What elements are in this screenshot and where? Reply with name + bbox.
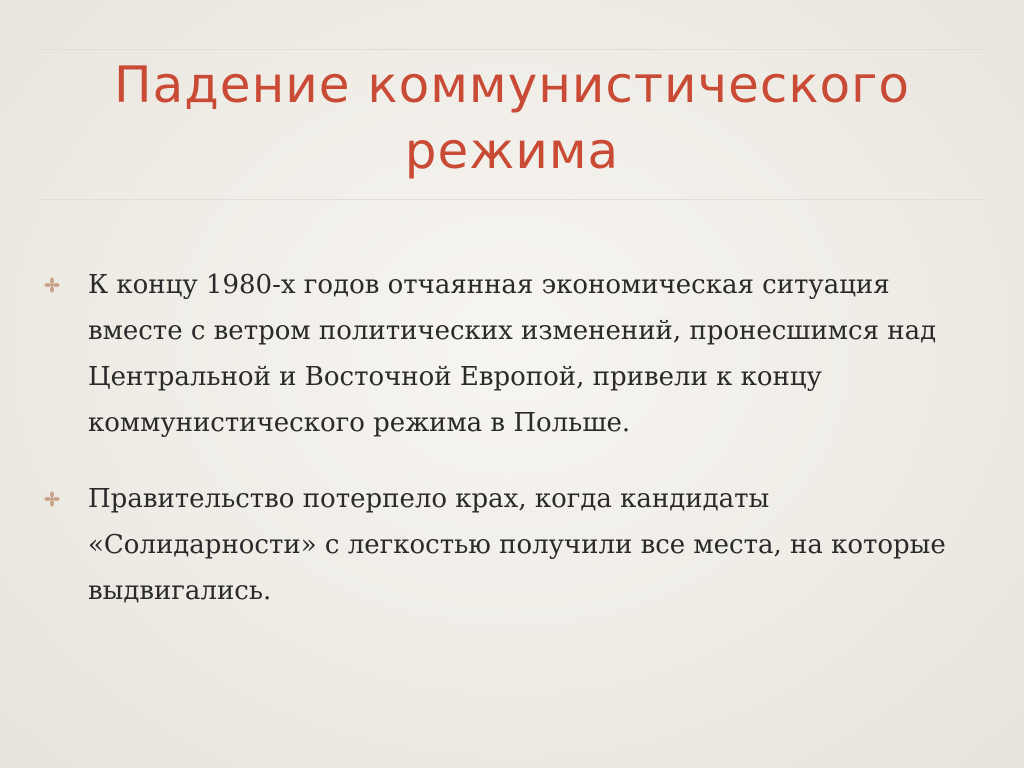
- bullet-item: [36, 262, 976, 446]
- bullet-text: Правительство потерпело крах, когда кандидаты «Солидарности» с легкостью получили все места, на которые выдвигались.: [88, 484, 946, 606]
- fleuron-icon: [44, 491, 60, 507]
- title-top-rule: [40, 49, 984, 50]
- bullet-list: [36, 262, 976, 644]
- title-bottom-rule: [40, 199, 984, 200]
- slide-title: Падение коммунистического режима: [114, 56, 910, 180]
- bullet-item: [36, 476, 976, 614]
- bullet-text: К концу 1980-х годов отчаянная экономическая ситуация вместе с ветром политических изменений, пронесшимся над Центральной и Восточной Европой, привели к концу коммунистического режима в Польше.: [88, 270, 937, 438]
- fleuron-icon: [44, 277, 60, 293]
